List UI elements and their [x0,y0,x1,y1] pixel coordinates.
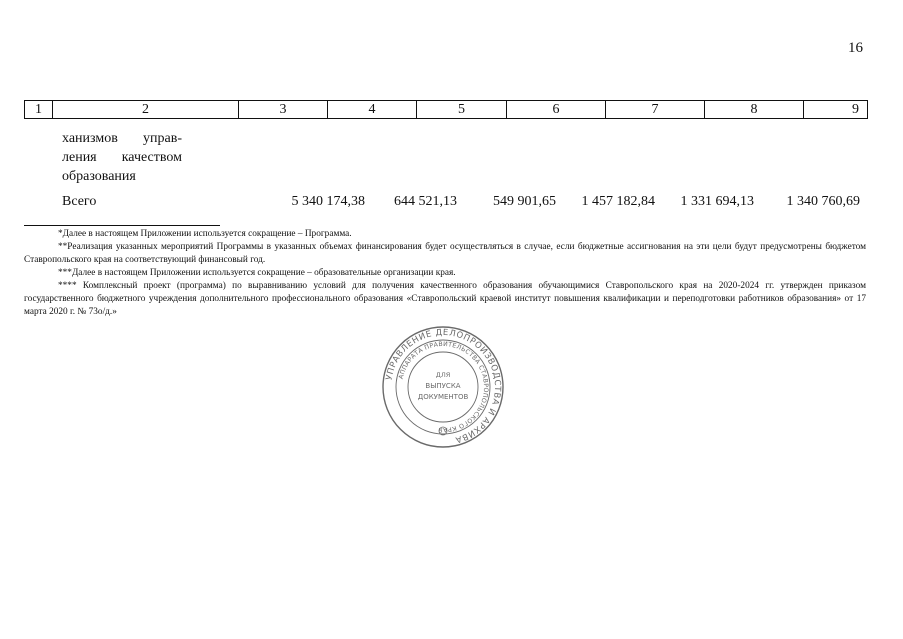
column-number-5: 5 [417,101,507,118]
column-number-6: 6 [507,101,606,118]
row-text-line: ханизмов управ- [62,131,182,146]
stamp-center-line: ДЛЯ [435,371,451,379]
footnote-4: **** Комплексный проект (программа) по выравниванию условий для получения качественного образования обучающимися Ставропольского края на 2020-2024 гг. утвержден приказом государственного бюджетного учреждения дополнительного профессионального образования «Ставропольский краевой институт повышения квалификации и переподготовки работников образования» от 17 марта 2020 г. № 73о/д.» [24,281,866,317]
stamp-inner-text: АППАРАТА ПРАВИТЕЛЬСТВА СТАВРОПОЛЬСКОГО КРАЯ [397,340,490,434]
footnote-3: ***Далее в настоящем Приложении используется сокращение – образовательные организации края. [58,268,456,278]
official-stamp [381,325,505,449]
total-value-col7: 1 457 182,84 [581,194,655,209]
footnote-1: *Далее в настоящем Приложении используется сокращение – Программа. [58,229,352,239]
total-label: Всего [62,194,97,209]
page-number: 16 [848,40,863,56]
stamp-outer-text: УПРАВЛЕНИЕ ДЕЛОПРОИЗВОДСТВА И АРХИВА [384,327,503,445]
footnote-divider [24,225,220,226]
row-text-cell [62,129,182,186]
footnote-2: **Реализация указанных мероприятий Программы в указанных объемах финансирования будет осуществляться в случае, если бюджетные ассигнования на эти цели будут предусмотрены бюджетом Ставропольского края на соответствующий финансовый год. [24,242,866,265]
total-value-col5: 644 521,13 [394,194,457,209]
total-value-col9: 1 340 760,69 [786,194,860,209]
stamp-center-line: ДОКУМЕНТОВ [417,393,469,401]
total-value-col8: 1 331 694,13 [680,194,754,209]
column-number-8: 8 [705,101,804,118]
column-number-7: 7 [606,101,705,118]
column-number-9: 9 [852,102,859,117]
table-header-row [24,100,868,119]
total-value-col6: 549 901,65 [493,194,556,209]
footnotes [24,228,866,319]
column-number-3: 3 [239,101,328,118]
row-text-line: образования [62,169,136,184]
column-number-1: 1 [25,101,53,118]
total-value-col4: 5 340 174,38 [291,194,365,209]
column-number-4: 4 [328,101,417,118]
column-number-2: 2 [53,101,239,118]
stamp-center-line: ВЫПУСКА [425,382,461,390]
row-text-line: ления качеством [62,150,182,165]
